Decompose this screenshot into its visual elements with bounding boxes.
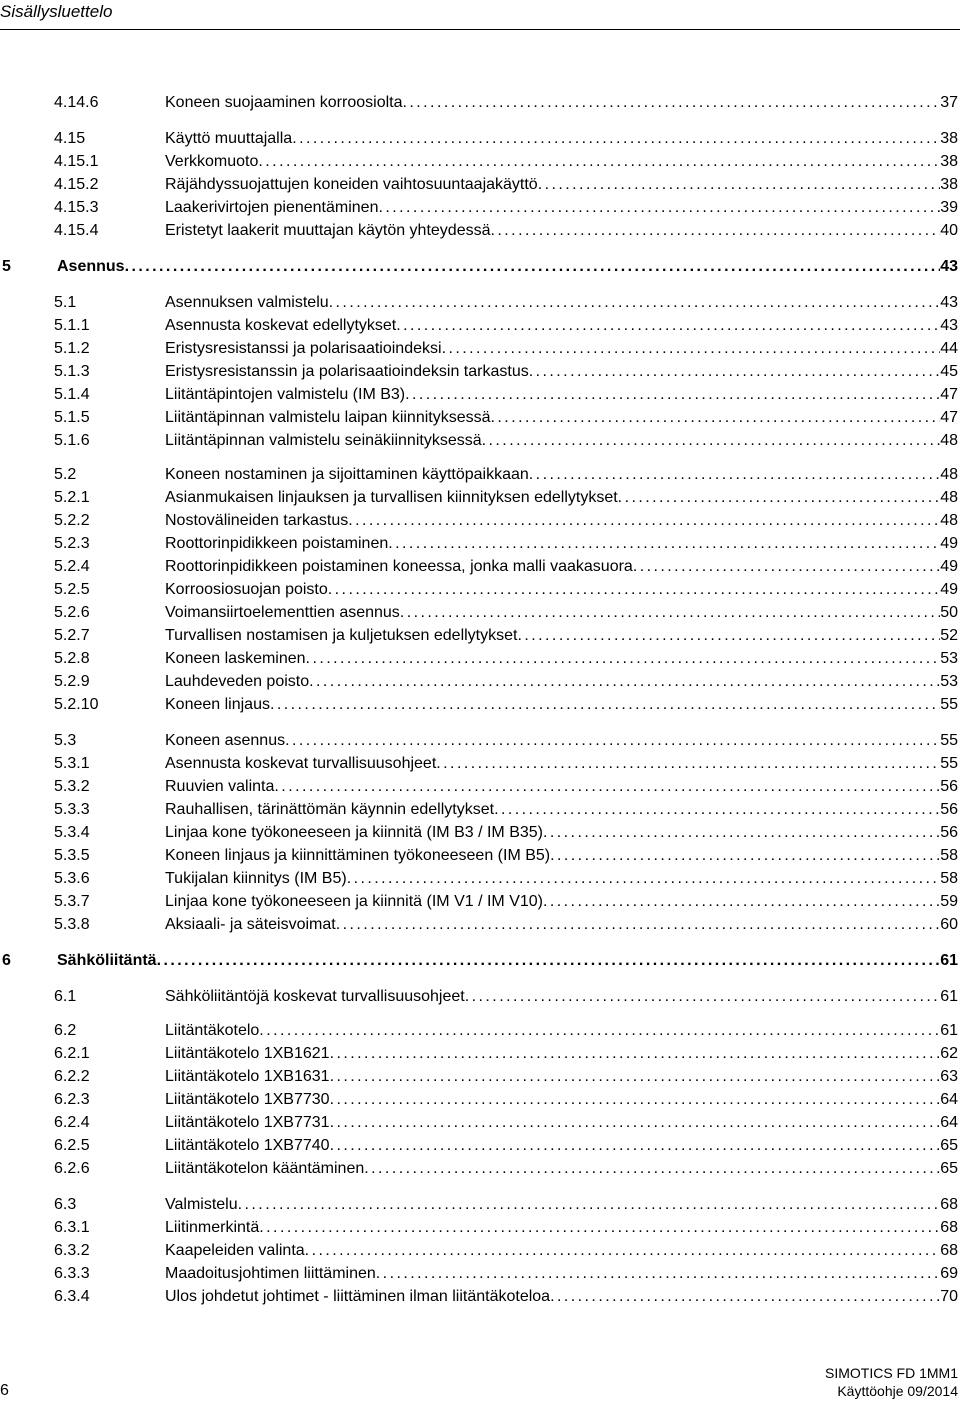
toc-entry-title: Aksiaali- ja säteisvoimat — [165, 916, 336, 933]
toc-dot-leader — [376, 1263, 940, 1285]
toc-entry-number: 5.3.1 — [54, 755, 90, 772]
toc-entry-page: 37 — [940, 94, 958, 111]
toc-entry-line — [165, 776, 958, 798]
toc-entry[interactable] — [0, 1135, 960, 1157]
toc-entry-page: 60 — [940, 916, 958, 933]
toc-entry-page: 48 — [940, 512, 958, 529]
toc-dot-leader — [274, 776, 940, 798]
toc-dot-leader — [543, 891, 940, 913]
toc-entry-line — [165, 1043, 958, 1065]
toc-entry-title: Liitäntäkotelo 1XB1621 — [165, 1045, 330, 1062]
toc-entry-page: 47 — [940, 409, 958, 426]
toc-entry[interactable] — [0, 556, 960, 578]
toc-entry-title: Liitäntäkotelo 1XB7731 — [165, 1114, 330, 1131]
toc-entry-number: 5.3.5 — [54, 847, 90, 864]
toc-entry-title: Linjaa kone työkoneeseen ja kiinnitä (IM V1 / IM V10) — [165, 893, 543, 910]
toc-entry-number: 6.2 — [54, 1022, 77, 1039]
toc-entry-page: 62 — [940, 1045, 958, 1062]
toc-entry[interactable] — [0, 1112, 960, 1134]
toc-entry-title: Nostovälineiden tarkastus — [165, 512, 349, 529]
toc-entry-title: Roottorinpidikkeen poistaminen — [165, 535, 389, 552]
toc-entry[interactable] — [0, 1263, 960, 1285]
toc-entry-number: 6.3.2 — [54, 1242, 90, 1259]
toc-entry-number: 6.3.1 — [54, 1219, 90, 1236]
toc-dot-leader — [402, 92, 940, 114]
toc-entry-page: 61 — [940, 988, 958, 1005]
toc-entry-page: 40 — [940, 222, 958, 239]
toc-entry-number: 5.2.3 — [54, 535, 90, 552]
toc-entry-title: Kaapeleiden valinta — [165, 1242, 305, 1259]
toc-entry-page: 47 — [940, 386, 958, 403]
toc-dot-leader — [258, 151, 940, 173]
toc-dot-leader — [465, 986, 940, 1008]
toc-entry-number: 6.3.3 — [54, 1265, 90, 1282]
toc-entry-number: 6.2.4 — [54, 1114, 90, 1131]
toc-entry-page: 64 — [940, 1114, 958, 1131]
toc-entry-page: 55 — [940, 755, 958, 772]
header-divider — [0, 29, 960, 30]
toc-entry-title: Asennuksen valmistelu — [165, 294, 329, 311]
toc-dot-leader — [529, 464, 940, 486]
toc-entry[interactable] — [0, 1089, 960, 1111]
toc-dot-leader — [618, 487, 941, 509]
toc-entry-line — [165, 220, 958, 242]
toc-entry[interactable] — [0, 430, 960, 452]
toc-entry-number: 5.3.4 — [54, 824, 90, 841]
toc-entry-page: 38 — [940, 130, 958, 147]
toc-entry-number: 5.1.5 — [54, 409, 90, 426]
toc-entry[interactable] — [0, 799, 960, 821]
toc-entry-number: 6.3.4 — [54, 1288, 90, 1305]
toc-entry-number: 5 — [2, 258, 11, 275]
toc-entry-line — [165, 602, 958, 624]
toc-entry[interactable] — [0, 753, 960, 775]
toc-entry-number: 6.2.5 — [54, 1137, 90, 1154]
toc-entry[interactable] — [0, 407, 960, 429]
toc-entry[interactable] — [0, 1020, 960, 1042]
toc-entry-line — [165, 845, 958, 867]
toc-entry-line — [165, 384, 958, 406]
toc-entry-page: 58 — [940, 847, 958, 864]
toc-dot-leader — [270, 694, 940, 716]
toc-entry-title: Liitäntäkotelon kääntäminen — [165, 1160, 365, 1177]
toc-entry[interactable] — [0, 579, 960, 601]
toc-entry-page: 59 — [940, 893, 958, 910]
toc-entry[interactable] — [0, 487, 960, 509]
toc-entry[interactable] — [0, 256, 960, 278]
toc-entry-page: 48 — [940, 466, 958, 483]
toc-entry-line — [165, 361, 958, 383]
toc-entry-page: 55 — [940, 696, 958, 713]
footer-page-number: 6 — [0, 1382, 9, 1399]
toc-dot-leader — [259, 1217, 940, 1239]
toc-entry[interactable] — [0, 1158, 960, 1180]
toc-dot-leader — [238, 1194, 941, 1216]
toc-dot-leader — [259, 1020, 940, 1042]
page-header-title: Sisällysluettelo — [0, 2, 113, 21]
toc-dot-leader — [396, 315, 940, 337]
toc-entry-page: 56 — [940, 824, 958, 841]
toc-entry-line — [165, 1135, 958, 1157]
toc-entry[interactable] — [0, 822, 960, 844]
toc-entry-page: 58 — [940, 870, 958, 887]
toc-entry[interactable] — [0, 730, 960, 752]
toc-dot-leader — [348, 510, 940, 532]
toc-entry-title: Voimansiirtoelementtien asennus — [165, 604, 400, 621]
toc-entry-line — [165, 407, 958, 429]
toc-dot-leader — [494, 799, 940, 821]
toc-entry[interactable] — [0, 868, 960, 890]
toc-entry[interactable] — [0, 1194, 960, 1216]
toc-entry-title: Korroosiosuojan poisto — [165, 581, 328, 598]
toc-entry-number: 4.15.4 — [54, 222, 99, 239]
toc-entry-number: 4.15.3 — [54, 199, 99, 216]
toc-entry-number: 6.2.3 — [54, 1091, 90, 1108]
toc-entry-page: 49 — [940, 535, 958, 552]
toc-entry-number: 5.1.3 — [54, 363, 90, 380]
toc-entry-line — [165, 753, 958, 775]
toc-entry-number: 4.14.6 — [54, 94, 99, 111]
toc-entry-number: 6.2.6 — [54, 1160, 90, 1177]
toc-entry-number: 4.15 — [54, 130, 86, 147]
toc-entry[interactable] — [0, 986, 960, 1008]
toc-dot-leader — [157, 950, 941, 972]
toc-entry-page: 44 — [940, 340, 958, 357]
toc-entry-line — [165, 730, 958, 752]
toc-entry-page: 45 — [940, 363, 958, 380]
toc-entry-title: Maadoitusjohtimen liittäminen — [165, 1265, 376, 1282]
toc-entry-line — [57, 256, 958, 278]
toc-entry-number: 4.15.2 — [54, 176, 99, 193]
toc-entry-line — [165, 510, 958, 532]
toc-entry-line — [165, 868, 958, 890]
toc-dot-leader — [388, 533, 940, 555]
toc-entry[interactable] — [0, 128, 960, 150]
toc-entry-title: Asennusta koskevat edellytykset — [165, 317, 397, 334]
toc-entry-number: 6.3 — [54, 1196, 77, 1213]
toc-entry-title: Koneen linjaus ja kiinnittäminen työkoneeseen (IM B5) — [165, 847, 551, 864]
toc-entry-title: Liitäntäpinnan valmistelu seinäkiinnityksessä — [165, 432, 482, 449]
toc-dot-leader — [347, 868, 941, 890]
toc-entry[interactable] — [0, 1286, 960, 1308]
toc-dot-leader — [633, 556, 940, 578]
toc-entry-title: Liitinmerkintä — [165, 1219, 260, 1236]
toc-entry[interactable] — [0, 891, 960, 913]
toc-entry[interactable] — [0, 950, 960, 972]
toc-entry[interactable] — [0, 648, 960, 670]
toc-entry-page: 49 — [940, 558, 958, 575]
toc-entry-page: 65 — [940, 1160, 958, 1177]
toc-entry-line — [165, 197, 958, 219]
toc-entry-line — [165, 579, 958, 601]
toc-dot-leader — [550, 845, 940, 867]
toc-entry-number: 5.3.7 — [54, 893, 90, 910]
toc-dot-leader — [550, 1286, 940, 1308]
toc-entry-title: Verkkomuoto — [165, 153, 259, 170]
toc-entry-page: 38 — [940, 176, 958, 193]
toc-entry[interactable] — [0, 602, 960, 624]
toc-entry-number: 5.1.4 — [54, 386, 90, 403]
toc-entry-title: Ruuvien valinta — [165, 778, 275, 795]
toc-dot-leader — [309, 671, 940, 693]
toc-entry-number: 5.2.10 — [54, 696, 99, 713]
toc-entry[interactable] — [0, 625, 960, 647]
toc-entry-line — [165, 174, 958, 196]
toc-entry-title: Liitäntäkotelo — [165, 1022, 260, 1039]
toc-entry-line — [165, 914, 958, 936]
toc-dot-leader — [543, 822, 940, 844]
footer-product-name: SIMOTICS FD 1MM1 — [824, 1365, 958, 1381]
toc-entry-line — [165, 1158, 958, 1180]
toc-entry[interactable] — [0, 338, 960, 360]
toc-entry-line — [165, 1194, 958, 1216]
footer-document-edition: Käyttöohje 09/2014 — [837, 1383, 958, 1399]
toc-entry-line — [165, 1020, 958, 1042]
toc-entry-page: 70 — [940, 1288, 958, 1305]
toc-entry-title: Linjaa kone työkoneeseen ja kiinnitä (IM B3 / IM B35) — [165, 824, 543, 841]
toc-entry[interactable] — [0, 914, 960, 936]
toc-entry-title: Eristysresistanssi ja polarisaatioindeksi — [165, 340, 442, 357]
toc-entry-line — [165, 430, 958, 452]
toc-entry[interactable] — [0, 464, 960, 486]
toc-entry-line — [165, 648, 958, 670]
toc-dot-leader — [538, 174, 941, 196]
toc-entry-title: Koneen asennus — [165, 732, 286, 749]
toc-entry-title: Liitäntäkotelo 1XB1631 — [165, 1068, 330, 1085]
toc-entry-line — [165, 671, 958, 693]
toc-entry-title: Eristetyt laakerit muuttajan käytön yhteydessä — [165, 222, 491, 239]
toc-entry-title: Lauhdeveden poisto — [165, 673, 310, 690]
toc-entry-page: 61 — [940, 1022, 958, 1039]
toc-entry-page: 39 — [940, 199, 958, 216]
toc-entry-line — [165, 822, 958, 844]
toc-entry-page: 52 — [940, 627, 958, 644]
toc-entry-page: 68 — [940, 1219, 958, 1236]
toc-entry-title: Koneen laskeminen — [165, 650, 306, 667]
toc-entry-line — [165, 1240, 958, 1262]
toc-entry-page: 63 — [940, 1068, 958, 1085]
toc-entry-line — [165, 1286, 958, 1308]
toc-entry-line — [165, 464, 958, 486]
toc-entry-page: 55 — [940, 732, 958, 749]
toc-dot-leader — [329, 292, 941, 314]
toc-entry-title: Käyttö muuttajalla — [165, 130, 293, 147]
toc-entry-title: Tukijalan kiinnitys (IM B5) — [165, 870, 347, 887]
toc-dot-leader — [491, 407, 941, 429]
toc-entry[interactable] — [0, 533, 960, 555]
toc-entry-page: 38 — [940, 153, 958, 170]
toc-entry-page: 61 — [940, 952, 958, 969]
toc-entry-page: 49 — [940, 581, 958, 598]
toc-entry-title: Asianmukaisen linjauksen ja turvallisen kiinnityksen edellytykset — [165, 489, 618, 506]
toc-entry[interactable] — [0, 361, 960, 383]
toc-entry-number: 5.2.2 — [54, 512, 90, 529]
toc-entry-title: Rauhallisen, tärinättömän käynnin edellytykset — [165, 801, 495, 818]
toc-dot-leader — [330, 1043, 941, 1065]
toc-entry-line — [165, 1112, 958, 1134]
toc-entry-page: 69 — [940, 1265, 958, 1282]
toc-entry-line — [165, 151, 958, 173]
toc-entry-line — [165, 1217, 958, 1239]
toc-entry-line — [165, 625, 958, 647]
toc-entry-page: 65 — [940, 1137, 958, 1154]
toc-entry-title: Liitäntäpintojen valmistelu (IM B3) — [165, 386, 406, 403]
toc-entry-number: 5.3.8 — [54, 916, 90, 933]
toc-entry-line — [165, 1089, 958, 1111]
toc-entry-line — [165, 292, 958, 314]
toc-dot-leader — [330, 1112, 941, 1134]
toc-entry-line — [165, 986, 958, 1008]
toc-entry-number: 5.2.7 — [54, 627, 90, 644]
toc-entry-title: Valmistelu — [165, 1196, 238, 1213]
toc-dot-leader — [330, 1066, 941, 1088]
toc-entry[interactable] — [0, 220, 960, 242]
toc-entry-title: Asennusta koskevat turvallisuusohjeet — [165, 755, 437, 772]
toc-entry-page: 68 — [940, 1196, 958, 1213]
toc-entry-title: Räjähdyssuojattujen koneiden vaihtosuuntaajakäyttö — [165, 176, 538, 193]
toc-entry-page: 48 — [940, 489, 958, 506]
toc-dot-leader — [436, 753, 940, 775]
toc-entry-number: 5.2.5 — [54, 581, 90, 598]
toc-entry-number: 5.2.6 — [54, 604, 90, 621]
toc-entry-line — [165, 799, 958, 821]
toc-dot-leader — [517, 625, 940, 647]
toc-entry-number: 5.3.6 — [54, 870, 90, 887]
toc-entry-title: Ulos johdetut johtimet - liittäminen ilman liitäntäkoteloa — [165, 1288, 551, 1305]
toc-entry-title: Laakerivirtojen pienentäminen — [165, 199, 379, 216]
toc-dot-leader — [125, 256, 941, 278]
toc-entry-title: Liitäntäkotelo 1XB7730 — [165, 1091, 330, 1108]
toc-entry[interactable] — [0, 174, 960, 196]
toc-dot-leader — [364, 1158, 940, 1180]
toc-entry-number: 5.3 — [54, 732, 77, 749]
toc-entry-number: 5.2 — [54, 466, 77, 483]
toc-entry-page: 56 — [940, 778, 958, 795]
toc-entry-number: 5.1.1 — [54, 317, 90, 334]
toc-dot-leader — [306, 648, 941, 670]
toc-entry-page: 68 — [940, 1242, 958, 1259]
toc-entry-line — [165, 1066, 958, 1088]
toc-entry-page: 43 — [940, 294, 958, 311]
toc-entry[interactable] — [0, 1240, 960, 1262]
toc-entry-number: 5.3.3 — [54, 801, 90, 818]
toc-entry-title: Asennus — [57, 258, 125, 275]
toc-entry[interactable] — [0, 845, 960, 867]
toc-dot-leader — [378, 197, 940, 219]
toc-entry-page: 48 — [940, 432, 958, 449]
toc-entry-page: 53 — [940, 673, 958, 690]
toc-entry-line — [165, 128, 958, 150]
toc-entry[interactable] — [0, 776, 960, 798]
toc-entry-number: 4.15.1 — [54, 153, 99, 170]
toc-dot-leader — [336, 914, 940, 936]
toc-entry-line — [165, 315, 958, 337]
footer-document-info — [825, 1364, 958, 1400]
toc-entry-number: 5.1.2 — [54, 340, 90, 357]
toc-entry[interactable] — [0, 510, 960, 532]
toc-dot-leader — [330, 1089, 941, 1111]
toc-dot-leader — [305, 1240, 941, 1262]
toc-entry-title: Eristysresistanssin ja polarisaatioindeksin tarkastus — [165, 363, 529, 380]
toc-dot-leader — [529, 361, 940, 383]
toc-dot-leader — [482, 430, 941, 452]
toc-entry[interactable] — [0, 694, 960, 716]
toc-entry-title: Koneen nostaminen ja sijoittaminen käyttöpaikkaan — [165, 466, 529, 483]
toc-entry-title: Koneen linjaus — [165, 696, 270, 713]
toc-entry-line — [165, 694, 958, 716]
toc-entry-page: 53 — [940, 650, 958, 667]
toc-entry-page: 56 — [940, 801, 958, 818]
toc-dot-leader — [292, 128, 940, 150]
toc-entry-number: 6 — [2, 952, 11, 969]
toc-entry[interactable] — [0, 1066, 960, 1088]
toc-entry-page: 43 — [940, 317, 958, 334]
toc-entry-number: 6.2.1 — [54, 1045, 90, 1062]
toc-entry[interactable] — [0, 384, 960, 406]
toc-entry-line — [165, 556, 958, 578]
toc-entry-number: 5.1 — [54, 294, 77, 311]
toc-entry-number: 5.2.9 — [54, 673, 90, 690]
toc-dot-leader — [491, 220, 941, 242]
toc-entry-line — [165, 92, 958, 114]
toc-entry[interactable] — [0, 315, 960, 337]
toc-entry-line — [165, 1263, 958, 1285]
toc-dot-leader — [285, 730, 940, 752]
toc-entry[interactable] — [0, 671, 960, 693]
toc-entry[interactable] — [0, 1217, 960, 1239]
toc-entry-number: 5.2.4 — [54, 558, 90, 575]
toc-entry-title: Liitäntäkotelo 1XB7740 — [165, 1137, 330, 1154]
toc-entry-number: 5.2.1 — [54, 489, 90, 506]
toc-dot-leader — [330, 1135, 941, 1157]
toc-entry-title: Turvallisen nostamisen ja kuljetuksen edellytykset — [165, 627, 518, 644]
toc-entry-number: 5.3.2 — [54, 778, 90, 795]
toc-dot-leader — [442, 338, 941, 360]
toc-entry-number: 5.2.8 — [54, 650, 90, 667]
toc-entry[interactable] — [0, 1043, 960, 1065]
toc-entry-title: Liitäntäpinnan valmistelu laipan kiinnityksessä — [165, 409, 491, 426]
toc-entry-page: 64 — [940, 1091, 958, 1108]
toc-entry-number: 6.1 — [54, 988, 77, 1005]
toc-entry[interactable] — [0, 197, 960, 219]
toc-entry-line — [165, 338, 958, 360]
toc-entry-title: Roottorinpidikkeen poistaminen koneessa, jonka malli vaakasuora — [165, 558, 633, 575]
toc-dot-leader — [328, 579, 940, 601]
toc-entry-line — [165, 487, 958, 509]
toc-entry-number: 5.1.6 — [54, 432, 90, 449]
toc-entry-title: Koneen suojaaminen korroosiolta — [165, 94, 403, 111]
toc-entry-line — [165, 891, 958, 913]
toc-entry[interactable] — [0, 92, 960, 114]
toc-entry-number: 6.2.2 — [54, 1068, 90, 1085]
toc-entry-line — [165, 533, 958, 555]
toc-entry-title: Sähköliitäntöjä koskevat turvallisuusohjeet — [165, 988, 465, 1005]
toc-entry-page: 50 — [940, 604, 958, 621]
toc-entry[interactable] — [0, 151, 960, 173]
toc-dot-leader — [405, 384, 940, 406]
toc-dot-leader — [400, 602, 940, 624]
toc-entry-page: 43 — [940, 258, 958, 275]
toc-entry-title: Sähköliitäntä — [57, 952, 157, 969]
toc-entry-line — [57, 950, 958, 972]
toc-entry[interactable] — [0, 292, 960, 314]
